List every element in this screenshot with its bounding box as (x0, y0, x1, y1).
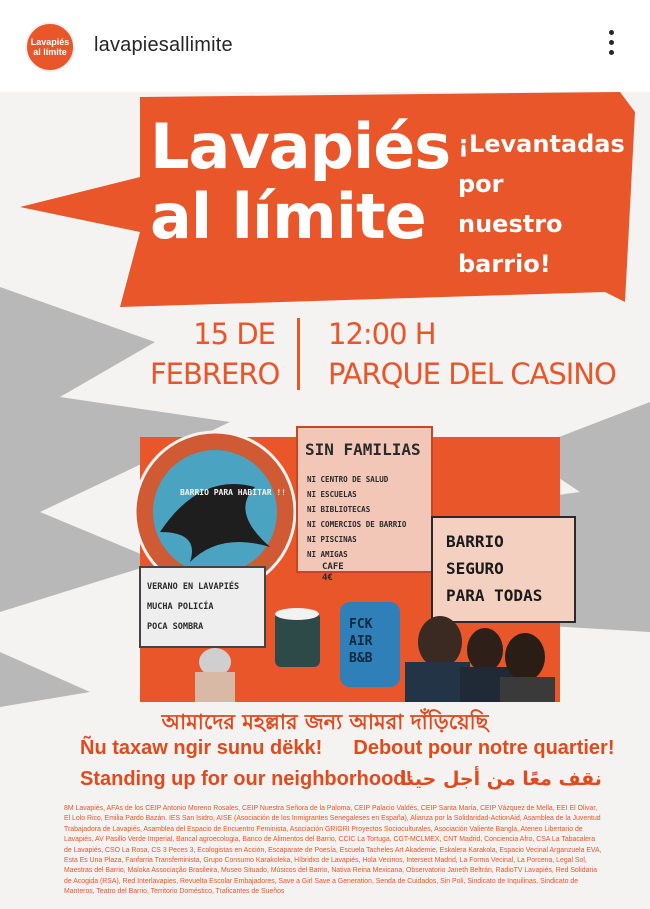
slogan-line-3: nuestro (458, 210, 563, 238)
event-time-place (328, 314, 616, 394)
slogan-line-1: ¡Levantadas (458, 130, 625, 158)
fck-line-2: AIR (349, 634, 373, 649)
sign-fck-airbnb (349, 616, 372, 667)
slogan-english: Standing up for our neighborhood! (80, 768, 413, 790)
poster-slogan (458, 124, 628, 284)
fck-line-3: B&B (349, 651, 373, 666)
slogan-wolof: Ñu taxaw ngir sunu dëkk! (80, 737, 323, 759)
slogan-french: Debout pour notre quartier! (353, 737, 615, 759)
cafe-line-1: CAFE (322, 562, 344, 572)
slogan-arabic: نقف معًا من أجل حينا (400, 768, 602, 790)
slogan-bengali: আমাদের মহল্লার জন্য আমরা দাঁড়িয়েছি (161, 710, 489, 734)
slogan-wolof-french (80, 737, 615, 760)
sign-barrio-seguro (446, 528, 542, 609)
sign-cafe (322, 562, 344, 584)
date-line-1: 15 DE (193, 317, 275, 351)
profile-avatar[interactable] (25, 22, 75, 72)
verano-line-2: MUCHA POLICÍA (147, 602, 214, 612)
sin-familias-line-6: NI AMIGAS (307, 550, 348, 559)
sign-sin-familias-list (307, 472, 406, 562)
poster-title (150, 110, 451, 253)
sin-familias-line-5: NI PISCINAS (307, 535, 357, 544)
slogan-line-2: por (458, 170, 504, 198)
post-image (0, 92, 650, 909)
organizations-credits: 8M Lavapiés, AFAs de los CEIP Antonio Moreno Rosales, CEIP Nuestra Señora de la Paloma, CEIP Palacio Valdés, CEIP Santa María, CEIP Vázquez de Mella, EEI El Olivar, El Lolo Rico, Emilia Pardo Bazán. IES San Isidro, AISE (Asociación de los Inmigrantes Senegaleses en España), Alianza por la Solidaridad-ActionAid, Asamblea de la Juventud Trabajadora de Lavapiés, Asamblea del Espacio de Encuentro Feminista, Asociación GRIGRI Proyectos Socioculturales, Asociación Valiente Bangla, Ateneo Libertario de Lavapiés, AV Pasillo Verde Imperial, Bancal agroecologia, Banco de Alimentos del Barrio, CCIC La Tortuga, CGT-MCLMEX, CNT Madrid, Conciencia Afro, CSA La Tabacalera de Lavapiés, CSO La Rosa, CS 3 Peces 3, Ecologistas en Acción, Escaparate de Poesía, Escuela Tacheles Art Akademie, Eskalera Karakola, Espacio Vecinal Arganzuela EVA, Esta Es Una Plaza, Fanfarria Transfeminista, Grupo Consumo Karakoleka, Híbridxs de Lavapiés, Hola Vecinos, Intersect Madrid, La Forma Vecinal, La Porcena, Legal Sol, Maestras del Barrio, Maloka Associação Brasileira, Museo Situado, Músicos del Barrio, Nativa Reina Mexicana, Observatorio Janeth Beltrán, RadioTV Lavapiés, Red Solidaria de Acogida (RSA), Red Interlavapies, Revuelta Escolar Embajadores, Save a Girl Save a Generation, Senda de Cuidados, Sin Poli, Sindicato de Inquilinas, Sindicato de Manteros, Teatro del Barrio, Territorio Doméstico, Traficantes de Sueños (64, 805, 602, 896)
seguro-line-2: SEGURO (446, 559, 504, 578)
sin-familias-line-3: NI BIBLIOTECAS (307, 505, 371, 514)
event-date (150, 314, 280, 394)
seguro-line-3: PARA TODAS (446, 586, 543, 605)
sign-sin-familias-title: SIN FAMILIAS (305, 440, 421, 459)
verano-line-3: POCA SOMBRA (147, 622, 204, 632)
cafe-line-2: 4€ (322, 573, 333, 583)
username-link[interactable]: lavapiesallimite (94, 34, 233, 56)
slogan-line-4: barrio! (458, 250, 551, 278)
sin-familias-line-4: NI COMERCIOS DE BARRIO (307, 520, 407, 529)
sign-barrio-para-habitar: BARRIO PARA HABITAR !! (180, 488, 286, 497)
avatar-label: Lavapiés al límite (30, 37, 70, 57)
post-header (0, 0, 650, 92)
fck-line-1: FCK (349, 617, 373, 632)
title-line-1: Lavapiés (150, 110, 451, 183)
event-time: 12:00 H (328, 317, 436, 351)
verano-line-1: VERANO EN LAVAPIÉS (147, 582, 240, 592)
date-divider (297, 318, 300, 390)
sin-familias-line-1: NI CENTRO DE SALUD (307, 475, 389, 484)
sign-verano (147, 577, 239, 637)
more-vertical-icon[interactable] (600, 30, 622, 64)
seguro-line-1: BARRIO (446, 532, 504, 551)
event-place: PARQUE DEL CASINO (328, 357, 616, 391)
sin-familias-line-2: NI ESCUELAS (307, 490, 357, 499)
date-line-2: FEBRERO (150, 357, 280, 391)
title-line-2: al límite (150, 180, 426, 253)
